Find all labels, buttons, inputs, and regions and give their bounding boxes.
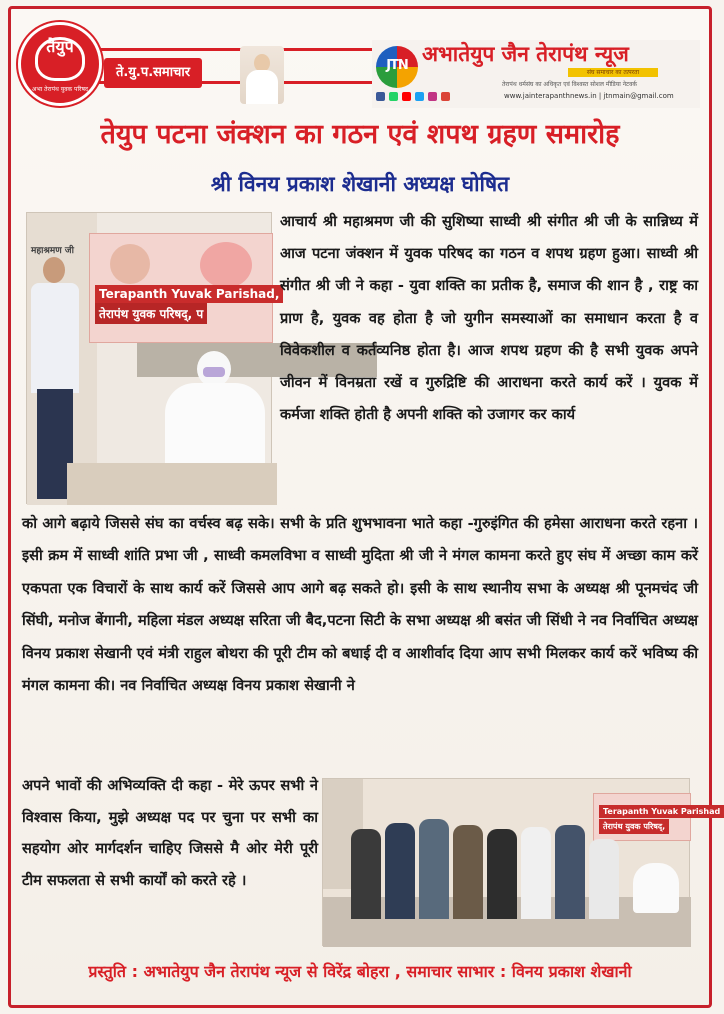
seated-sadhvi bbox=[633, 863, 679, 913]
brand-title: अभातेयुप जैन तेरापंथ न्यूज bbox=[422, 42, 629, 66]
acharya-portrait bbox=[240, 46, 284, 104]
banner-hindi: तेरापंथ युवक परिषद्, प bbox=[95, 303, 207, 324]
logo-ring-text: अभा तेरापंथ युवक परिषद bbox=[31, 86, 89, 93]
facebook-icon[interactable] bbox=[376, 92, 385, 101]
header bbox=[12, 18, 700, 108]
teyup-logo bbox=[18, 22, 102, 106]
logo-text: तेयुप bbox=[46, 37, 74, 56]
brand-contact[interactable]: www.jainterapanthnews.in | jtnmain@gmail.com bbox=[504, 92, 674, 100]
wooden-platform bbox=[67, 463, 277, 505]
teyup-news-tag: ते.यु.प.समाचार bbox=[104, 58, 202, 88]
event-photo-group bbox=[322, 778, 721, 946]
banner-english: Terapanth Yuvak Parishad, bbox=[95, 285, 283, 303]
credit-line: प्रस्तुति : अभातेयुप जैन तेरापंथ न्यूज से विरेंद्र बोहरा , समाचार साभार : विनय प्रकाश शेखानी bbox=[88, 962, 632, 981]
twitter-icon[interactable] bbox=[415, 92, 424, 101]
social-icons bbox=[376, 92, 450, 101]
man-shirt bbox=[31, 283, 79, 393]
event-photo-sadhvi bbox=[26, 212, 280, 504]
jtn-logo bbox=[376, 46, 418, 88]
sadhvi-mask bbox=[203, 367, 225, 377]
youtube-icon[interactable] bbox=[402, 92, 411, 101]
google-plus-icon[interactable] bbox=[441, 92, 450, 101]
jtn-brand bbox=[372, 40, 700, 108]
brand-tagline: तेरापंथ धर्मसंघ का अधिकृत एवं विश्वस्त सोशल मीडिया नेटवर्क bbox=[502, 81, 638, 88]
group-banner-english: Terapanth Yuvak Parishad bbox=[599, 805, 724, 818]
whatsapp-icon[interactable] bbox=[389, 92, 398, 101]
side-banner-text: महाश्रमण जी bbox=[31, 246, 74, 256]
paragraph-main: को आगे बढ़ाये जिससे संघ का वर्चस्व बढ़ सके। सभी के प्रति शुभभावना भाते कहा -गुरुइंगित की हमेसा आराधना करते रहना । इसी क्रम में साध्वी शांति प्रभा जी , साध्वी कमलविभा व साध्वी मुदिता श्री जी ने मंगल कामना करते हुए संघ में अच्छा काम करें एकपता एक विचारों के साथ कार्य करें जिससे आप आगे बढ़ सकते हो। इसी के साथ स्थानीय सभा के अध्यक्ष श्री पूनमचंद जी सिंघी, मनोज बेंगानी, महिला मंडल अध्यक्ष सरिता जी बैद,पटना सिटी के सभा अध्यक्ष श्री बसंत जी सिंधी ने नव निर्वाचित अध्यक्ष विनय प्रकाश सेखानी एवं मंत्री राहुल बोथरा की पूरी टीम को बधाई दी व आशीर्वाद दिया आप सभी मिलकर कार्य करें भविष्य की मंगल कामना की। नव निर्वाचित अध्यक्ष विनय प्रकाश सेखानी ने bbox=[22, 515, 699, 695]
instagram-icon[interactable] bbox=[428, 92, 437, 101]
man-head bbox=[43, 257, 65, 283]
page-title: तेयुप पटना जंक्शन का गठन एवं शपथ ग्रहण समारोह bbox=[100, 119, 620, 150]
group-banner-hindi: तेरापंथ युवक परिषद्, bbox=[599, 819, 669, 834]
paragraph-closing: अपने भावों की अभिव्यक्ति दी कहा - मेरे ऊपर सभी ने विश्वास किया, मुझे अध्यक्ष पद पर चुना पर सभी का सहयोग ओर मार्गदर्शन चाहिए जिससे मै ओर मेरी पूरी टीम सफलता से सभी कार्यों को करते रहे । bbox=[22, 777, 318, 889]
page-subtitle: श्री विनय प्रकाश शेखानी अध्यक्ष घोषित bbox=[210, 172, 510, 196]
jtn-logo-text: JTN bbox=[386, 58, 408, 73]
brand-subtitle: संघ समाचार का तत्परता bbox=[568, 68, 658, 77]
paragraph-intro: आचार्य श्री महाश्रमण जी की सुशिष्या साध्वी श्री संगीत श्री जी के सान्निध्य में आज पटना जंक्शन में युवक परिषद का गठन व शपथ ग्रहण हुआ। साध्वी श्री संगीत श्री जी ने कहा - युवा शक्ति का प्रतीक है, समाज की शान है , राष्ट्र का प्राण है, युवक वह होता है जो युगीन समस्याओं का समाधान करता है व विवेकशील व कर्तव्यनिष्ठ होता है। आज शपथ ग्रहण की है सभी युवक अपने जीवन में विनम्रता रखें व गुरुद्रिष्टि की आराधना करते कार्य करें । युवक में कर्मजा शक्ति होती है अपनी शक्ति को उजागर कर कार्य bbox=[280, 213, 698, 424]
